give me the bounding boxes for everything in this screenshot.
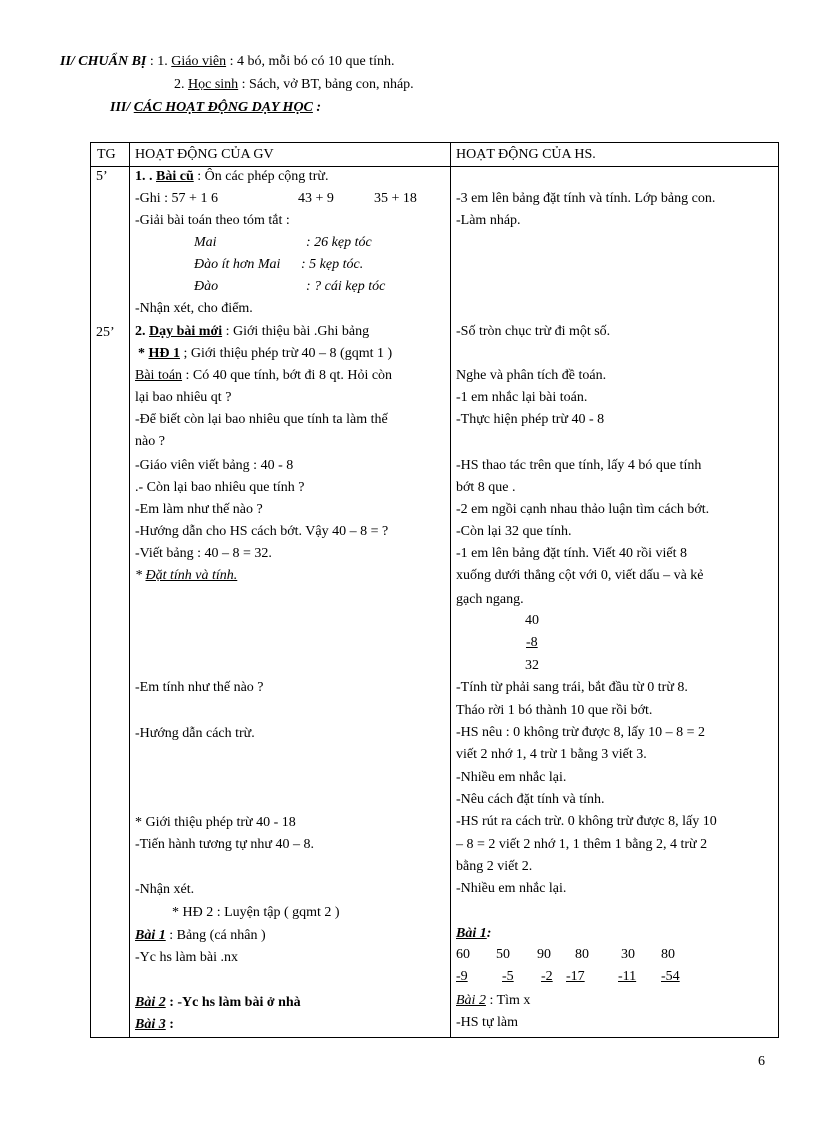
gv-q1-l1: -Để biết còn lại bao nhiêu que tính ta làm thế <box>135 412 388 427</box>
gv-summary-dao2: Đào <box>194 279 219 294</box>
gv-q5: -Hướng dẫn cho HS cách bớt. Vậy 40 – 8 = ? <box>135 524 389 539</box>
prep-2-label: Học sinh <box>188 77 239 92</box>
prep-2-text: : Sách, vở BT, bảng con, nháp. <box>241 77 414 92</box>
time-5: 5’ <box>96 169 108 184</box>
gv-bai2: Bài 2 : -Yc hs làm bài ở nhà <box>135 995 301 1010</box>
gv-summary-dao2-value: : ? cái kẹp tóc <box>306 279 386 294</box>
hs-r14: -Nêu cách đặt tính và tính. <box>456 792 605 807</box>
hs-r1: -3 em lên bảng đặt tính và tính. Lớp bảng con. <box>456 191 716 206</box>
prep-1-num: : 1. <box>149 54 168 69</box>
gv-q10: -Tiến hành tương tự như 40 – 8. <box>135 837 314 852</box>
gv-problem-l2: lại bao nhiêu qt ? <box>135 390 232 405</box>
hs-top-num: 60 <box>456 947 470 962</box>
hs-bai2: Bài 2 : Tìm x <box>456 993 531 1008</box>
gv-s1-exercise-b: 43 + 9 <box>298 191 334 206</box>
hs-bottom-num: -11 <box>618 969 637 984</box>
gv-summary-dao1: Đào ít hơn Mai <box>194 257 281 272</box>
hs-r12-l2: viết 2 nhớ 1, 4 trừ 1 bằng 3 viết 3. <box>456 747 647 762</box>
hs-r9: -Còn lại 32 que tính. <box>456 524 572 539</box>
gv-s1-exercise: -Ghi : 57 + 1 6 <box>135 191 218 206</box>
hs-r11-l1: -Tính từ phải sang trái, bắt đầu từ 0 trừ 8. <box>456 680 688 695</box>
activities-heading <box>110 100 321 116</box>
hs-bottom-num: -17 <box>566 969 585 984</box>
gv-q2: -Giáo viên viết bảng : 40 - 8 <box>135 458 294 473</box>
page-number: 6 <box>758 1054 765 1069</box>
hs-r5: -1 em nhắc lại bài toán. <box>456 390 588 405</box>
gv-s1-problem: -Giải bài toán theo tóm tắt : <box>135 213 290 228</box>
prep-2-num: 2. <box>174 77 185 92</box>
gv-q8: -Hướng dẫn cách trừ. <box>135 726 255 741</box>
prep-line-1 <box>60 54 394 70</box>
hs-bottom-num: -54 <box>661 969 680 984</box>
gv-problem: Bài toán : Có 40 que tính, bớt đi 8 qt. Hỏi còn <box>135 368 393 383</box>
hs-r11-l2: Tháo rời 1 bó thành 10 que rồi bớt. <box>456 703 653 718</box>
hs-top-num: 30 <box>621 947 635 962</box>
gv-q7: -Em tính như thế nào ? <box>135 680 264 695</box>
hs-calc-b: -8 <box>526 635 538 650</box>
hs-r6: -Thực hiện phép trừ 40 - 8 <box>456 412 605 427</box>
hs-r15-l2: – 8 = 2 viết 2 nhớ 1, 1 thêm 1 bằng 2, 4 trừ 2 <box>456 837 708 852</box>
hs-r15-l3: bằng 2 viết 2. <box>456 859 533 874</box>
gv-s1-heading: 1. . Bài cũ : Ôn các phép cộng trừ. <box>135 169 329 184</box>
hs-r15-l1: -HS rút ra cách trừ. 0 không trừ được 8, lấy 10 <box>456 814 717 829</box>
hs-top-num: 80 <box>661 947 675 962</box>
hs-r10-l1: -1 em lên bảng đặt tính. Viết 40 rồi viết 8 <box>456 546 688 561</box>
hs-last: -HS tự làm <box>456 1015 519 1030</box>
hs-top-num: 90 <box>537 947 551 962</box>
gv-q9: * Giới thiệu phép trừ 40 - 18 <box>135 815 296 830</box>
gv-s2-heading: 2. Dạy bài mới : Giới thiệu bài .Ghi bảng <box>135 324 370 339</box>
prep-title: II/ CHUẨN BỊ <box>60 54 147 69</box>
prep-1-label: Giáo viên <box>171 54 227 69</box>
hs-r7-l2: bớt 8 que . <box>456 480 516 495</box>
gv-bai3: Bài 3 : <box>135 1017 174 1032</box>
hs-r12-l1: -HS nêu : 0 không trừ được 8, lấy 10 – 8 = 2 <box>456 725 706 740</box>
gv-q6: -Viết bảng : 40 – 8 = 32. <box>135 546 272 561</box>
hs-r7-l1: -HS thao tác trên que tính, lấy 4 bó que tính <box>456 458 702 473</box>
gv-bai1-l2: -Yc hs làm bài .nx <box>135 950 239 965</box>
gv-q4: -Em làm như thế nào ? <box>135 502 263 517</box>
gv-bai1: Bài 1 : Bảng (cá nhân ) <box>135 928 266 943</box>
gv-q11: -Nhận xét. <box>135 882 195 897</box>
hs-calc-a: 40 <box>525 613 539 628</box>
gv-q3: .- Còn lại bao nhiêu que tính ? <box>135 480 305 495</box>
prep-1-text: : 4 bó, mỗi bó có 10 que tính. <box>229 54 395 69</box>
gv-dat-tinh: * Đặt tính và tính. <box>135 568 238 583</box>
hs-bottom-num: -9 <box>456 969 468 984</box>
col-header-gv: HOẠT ĐỘNG CỦA GV <box>135 147 274 162</box>
time-25: 25’ <box>96 325 115 340</box>
hs-r10-l2: xuống dưới thẳng cột với 0, viết dấu – và kẻ <box>456 568 704 583</box>
gv-s1-exercise-c: 35 + 18 <box>374 191 417 206</box>
hs-r3: -Số tròn chục trừ đi một số. <box>456 324 611 339</box>
gv-summary-dao1-value: : 5 kẹp tóc. <box>301 257 364 272</box>
hs-r2: -Làm nháp. <box>456 213 521 228</box>
hs-bottom-num: -5 <box>502 969 514 984</box>
hs-bai1: Bài 1: <box>456 926 492 941</box>
hs-bottom-num: -2 <box>541 969 553 984</box>
gv-summary-mai-value: : 26 kẹp tóc <box>306 235 372 250</box>
gv-summary-mai: Mai <box>194 235 217 250</box>
gv-hd2: * HĐ 2 : Luyện tập ( gqmt 2 ) <box>172 905 340 920</box>
hs-r10-l3: gạch ngang. <box>456 592 524 607</box>
col-header-tg: TG <box>97 147 116 162</box>
hs-top-num: 50 <box>496 947 510 962</box>
hs-r16: -Nhiều em nhắc lại. <box>456 881 567 896</box>
gv-hd1: * HĐ 1 ; Giới thiệu phép trừ 40 – 8 (gqmt 1 ) <box>138 346 393 361</box>
activities-colon: : <box>316 100 322 115</box>
hs-r4: Nghe và phân tích đề toán. <box>456 368 607 383</box>
gv-q1-l2: nào ? <box>135 434 165 449</box>
activities-num: III/ <box>110 100 131 115</box>
hs-r8: -2 em ngồi cạnh nhau thảo luận tìm cách bớt. <box>456 502 710 517</box>
hs-top-num: 80 <box>575 947 589 962</box>
hs-r13: -Nhiều em nhắc lại. <box>456 770 567 785</box>
hs-calc-c: 32 <box>525 658 539 673</box>
prep-line-2 <box>174 77 414 93</box>
col-header-hs: HOẠT ĐỘNG CỦA HS. <box>456 147 596 162</box>
activities-title: CÁC HOẠT ĐỘNG DẠY HỌC <box>133 100 313 115</box>
gv-s1-comment: -Nhận xét, cho điểm. <box>135 301 253 316</box>
